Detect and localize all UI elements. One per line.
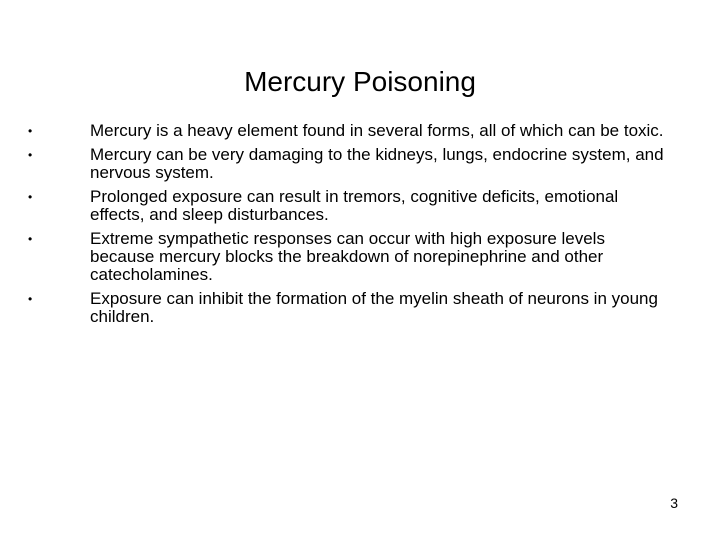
bullet-text: Extreme sympathetic responses can occur with high exposure levels because mercury blocks the breakdown of norepinephrine and other catecholamines. (90, 229, 605, 284)
bullet-icon (28, 122, 40, 140)
bullet-text: Exposure can inhibit the formation of the myelin sheath of neurons in young children. (90, 289, 658, 326)
bullet-item (90, 290, 670, 326)
bullet-text: Mercury is a heavy element found in several forms, all of which can be toxic. (90, 121, 664, 140)
bullet-list (90, 122, 670, 332)
bullet-item (90, 146, 670, 182)
bullet-icon (28, 146, 40, 164)
bullet-item (90, 230, 670, 284)
bullet-icon (28, 188, 40, 206)
bullet-item (90, 122, 670, 140)
slide-title: Mercury Poisoning (244, 66, 476, 97)
bullet-icon (28, 230, 40, 248)
bullet-text: Prolonged exposure can result in tremors, cognitive deficits, emotional effects, and sleep disturbances. (90, 187, 619, 224)
bullet-text: Mercury can be very damaging to the kidneys, lungs, endocrine system, and nervous system. (90, 145, 664, 182)
page-number: 3 (670, 495, 678, 511)
bullet-item (90, 188, 670, 224)
bullet-icon (28, 290, 40, 308)
